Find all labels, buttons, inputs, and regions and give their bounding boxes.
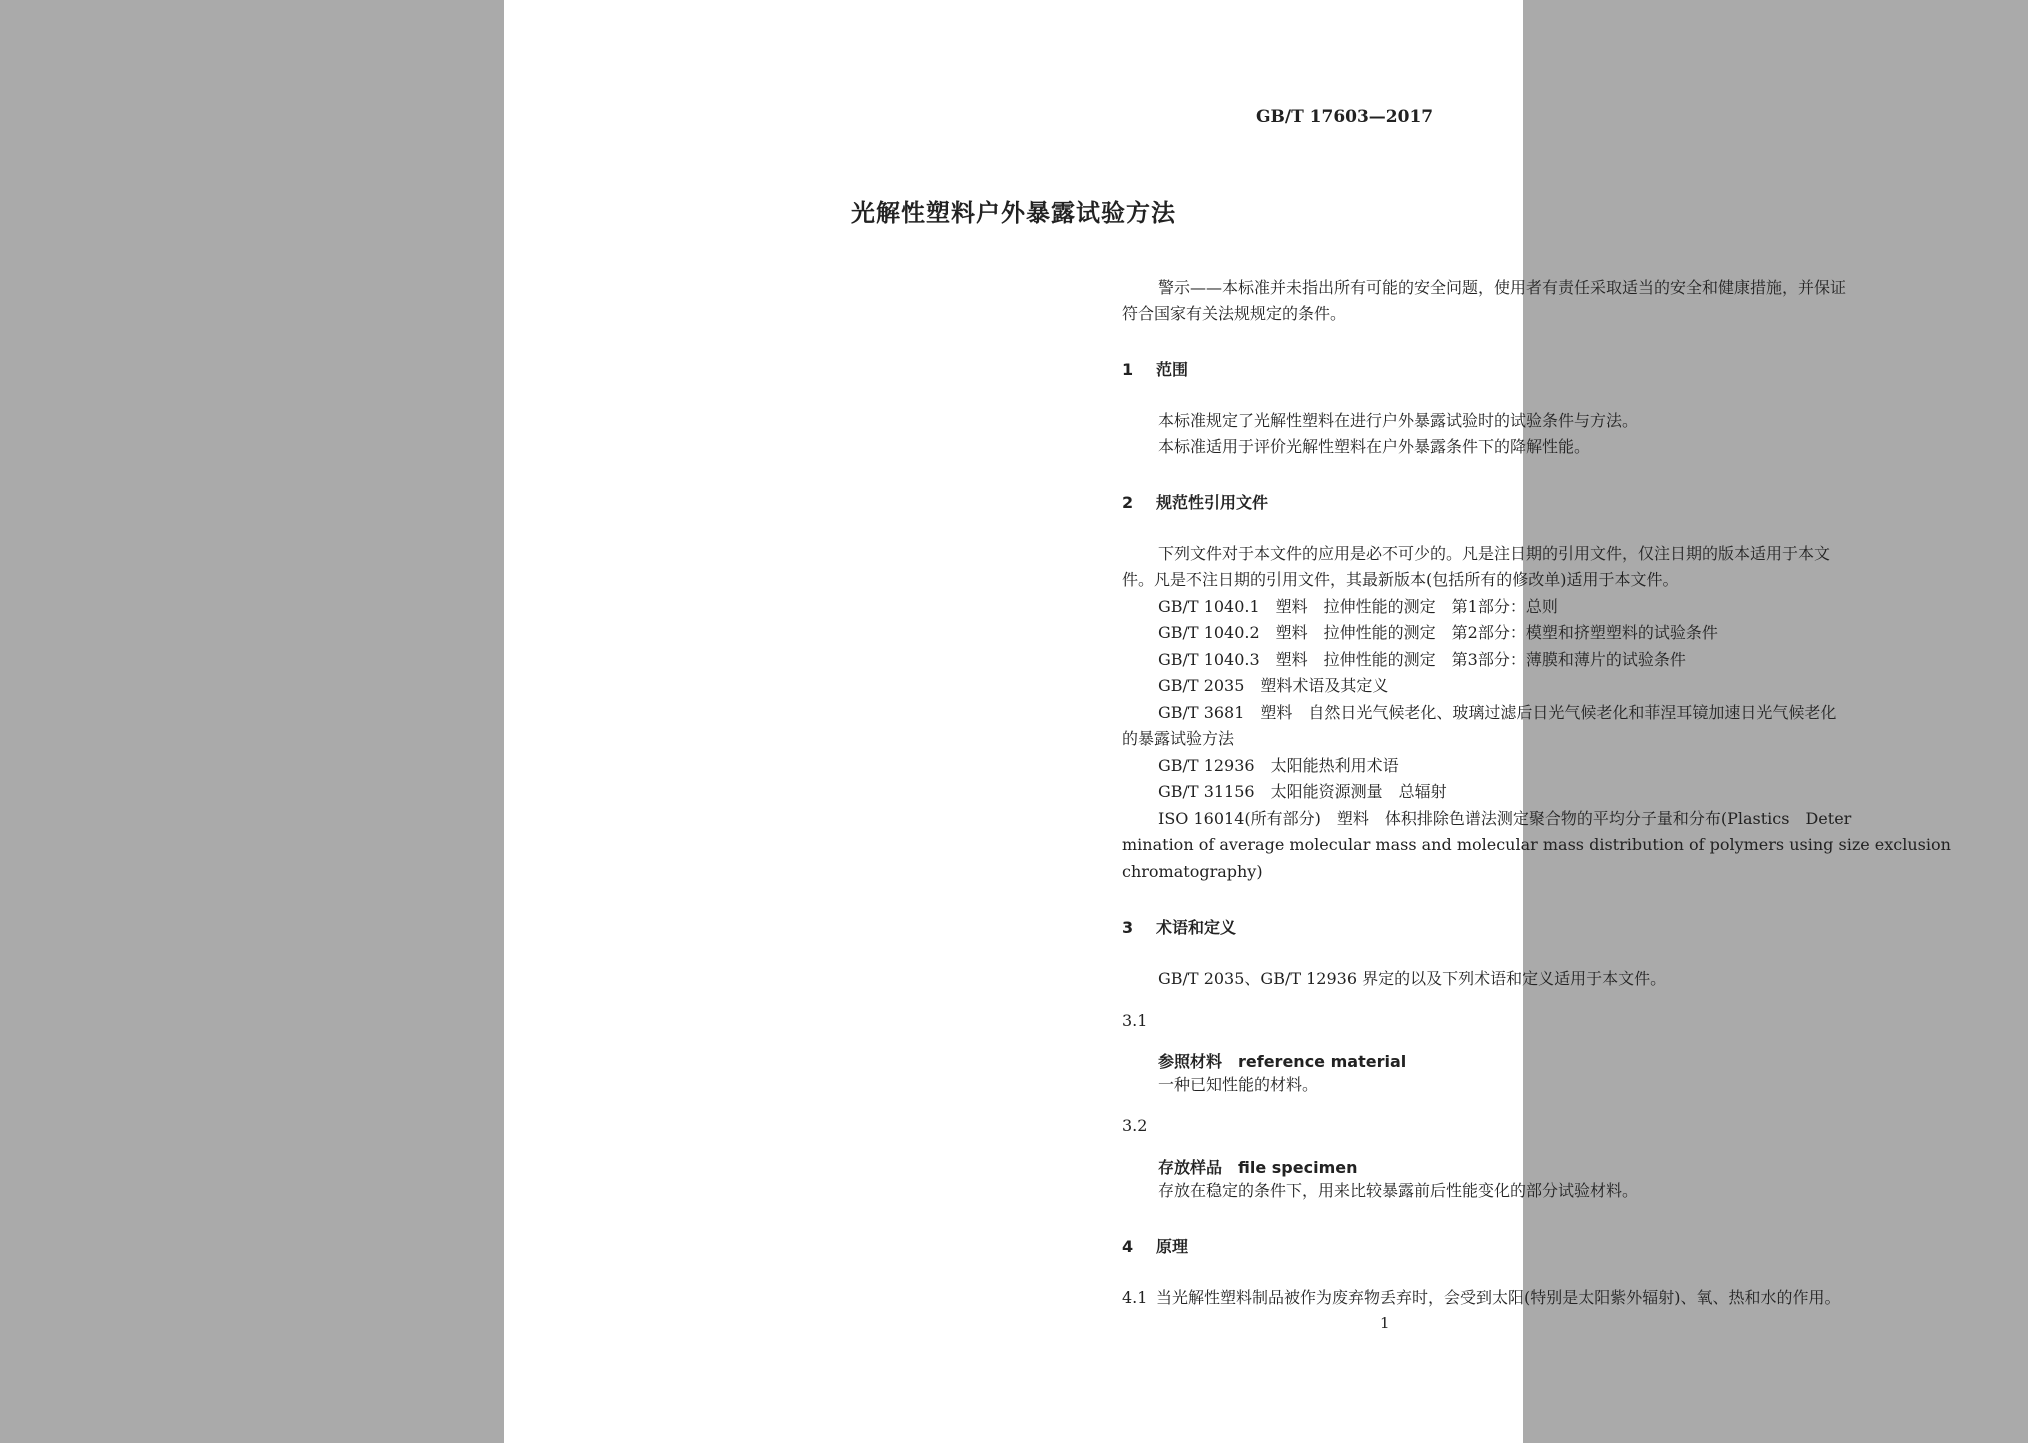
page-number: 1 — [1380, 1314, 1390, 1332]
term-title: 参照材料 reference material — [1158, 1052, 1407, 1071]
reference-item-continued: mination of average molecular mass and molecular mass distribution of polymers using size exclusion — [1122, 835, 1951, 854]
reference-item: GB/T 1040.2 塑料 拉伸性能的测定 第2部分：模塑和挤塑塑料的试验条件 — [1158, 623, 1718, 642]
principle-paragraph — [1122, 1288, 1841, 1308]
section-2-heading — [1122, 490, 1268, 513]
section-number: 1 — [1122, 360, 1134, 379]
section-title: 范围 — [1156, 360, 1189, 379]
section-number: 3 — [1122, 918, 1134, 937]
document-page — [504, 0, 1951, 1443]
section-4-heading — [1122, 1234, 1188, 1257]
term-number: 3.1 — [1122, 1011, 1148, 1030]
section-title: 规范性引用文件 — [1156, 493, 1269, 512]
clause-text: 当光解性塑料制品被作为废弃物丢弃时，会受到太阳(特别是太阳紫外辐射)、氧、热和水的作用。 — [1156, 1288, 1841, 1307]
term-number: 3.2 — [1122, 1116, 1148, 1135]
reference-item-continued: 的暴露试验方法 — [1122, 729, 1235, 748]
references-intro-line-1: 下列文件对于本文件的应用是必不可少的。凡是注日期的引用文件，仅注日期的版本适用于本文 — [1158, 544, 1831, 563]
document-title: 光解性塑料户外暴露试验方法 — [851, 199, 1176, 227]
references-intro-line-2: 件。凡是不注日期的引用文件，其最新版本(包括所有的修改单)适用于本文件。 — [1122, 570, 1679, 589]
reference-item: GB/T 1040.3 塑料 拉伸性能的测定 第3部分：薄膜和薄片的试验条件 — [1158, 650, 1686, 669]
section-number: 2 — [1122, 493, 1134, 512]
term-title: 存放样品 file specimen — [1158, 1158, 1358, 1177]
section-title: 术语和定义 — [1156, 918, 1237, 937]
reference-item: GB/T 1040.1 塑料 拉伸性能的测定 第1部分：总则 — [1158, 597, 1558, 616]
standard-code: GB/T 17603—2017 — [1256, 107, 1434, 127]
scope-paragraph-1: 本标准规定了光解性塑料在进行户外暴露试验时的试验条件与方法。 — [1158, 411, 1639, 430]
reference-item-continued: chromatography) — [1122, 862, 1263, 881]
term-definition: 一种已知性能的材料。 — [1158, 1075, 1319, 1094]
reference-item: GB/T 2035 塑料术语及其定义 — [1158, 676, 1389, 695]
clause-number: 4.1 — [1122, 1288, 1148, 1307]
reference-item: GB/T 31156 太阳能资源测量 总辐射 — [1158, 782, 1447, 801]
reference-item: GB/T 3681 塑料 自然日光气候老化、玻璃过滤后日光气候老化和菲涅耳镜加速日光气候老化 — [1158, 703, 1837, 722]
warning-line-1: 警示——本标准并未指出所有可能的安全问题，使用者有责任采取适当的安全和健康措施，并保证 — [1158, 278, 1847, 297]
reference-item: GB/T 12936 太阳能热利用术语 — [1158, 756, 1399, 775]
scope-paragraph-2: 本标准适用于评价光解性塑料在户外暴露条件下的降解性能。 — [1158, 437, 1591, 456]
section-1-heading — [1122, 357, 1188, 380]
section-title: 原理 — [1156, 1237, 1189, 1256]
section-number: 4 — [1122, 1237, 1134, 1256]
section-3-heading — [1122, 915, 1236, 938]
terms-intro: GB/T 2035、GB/T 12936 界定的以及下列术语和定义适用于本文件。 — [1158, 969, 1667, 988]
reference-item: ISO 16014(所有部分) 塑料 体积排除色谱法测定聚合物的平均分子量和分布(Plastics Deter — [1158, 809, 1852, 828]
warning-line-2: 符合国家有关法规规定的条件。 — [1122, 304, 1347, 323]
term-definition: 存放在稳定的条件下，用来比较暴露前后性能变化的部分试验材料。 — [1158, 1181, 1639, 1200]
